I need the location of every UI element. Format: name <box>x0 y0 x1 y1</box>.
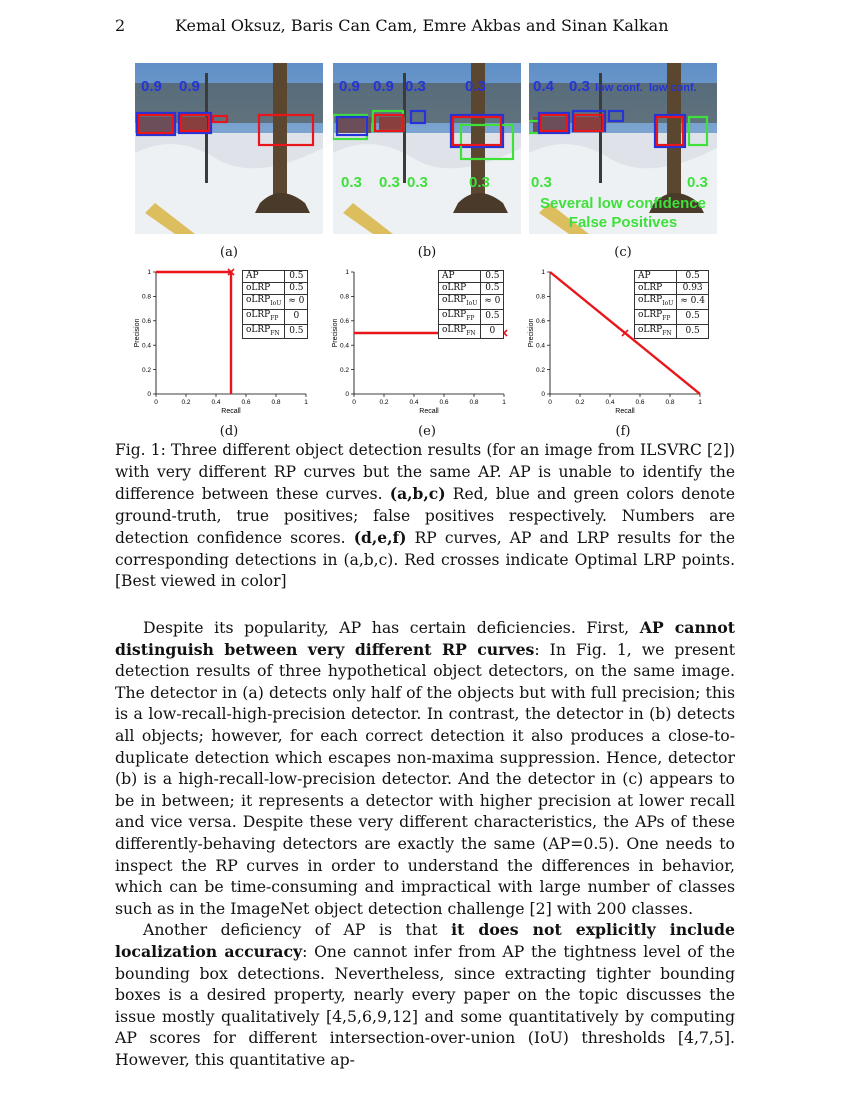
body-text <box>115 617 735 1070</box>
p2-text-c: : One cannot infer from AP the tightness level of the bounding box detections. Nevertheless, since extracting tighter bounding boxes is a desired property, nearly every paper on the topic discusses the issue mostly qualitatively [4,5,6,9,12] and some quantitatively by computing AP scores for different intersection-over-union (IoU) thresholds [4,7,5]. However, this quantitative ap- <box>115 941 735 1069</box>
x-tick-label: 0.4 <box>409 399 419 406</box>
metric-name: oLRP$_{FN}$ <box>635 324 677 339</box>
caption-def: (d,e,f) <box>353 528 407 547</box>
detection-photo-a <box>135 63 323 234</box>
caption-fig-label: Fig. 1: <box>115 441 166 459</box>
x-tick-label: 1 <box>698 399 702 406</box>
detection-photo-b <box>333 63 521 234</box>
x-tick-label: 1 <box>304 399 308 406</box>
confidence-score-top: 0.4 <box>533 78 554 95</box>
metrics-table-d <box>242 270 308 339</box>
y-tick-label: 0 <box>147 391 151 399</box>
metric-row <box>243 283 308 295</box>
subfig-label-b: (b) <box>417 245 437 260</box>
x-tick-label: 0.6 <box>635 399 645 406</box>
x-tick-label: 0.2 <box>379 399 389 406</box>
y-tick-label: 0 <box>345 391 349 399</box>
x-tick-label: 0 <box>154 399 158 406</box>
metric-name: AP <box>635 271 677 283</box>
y-axis-label: Precision <box>528 318 535 348</box>
metric-row <box>635 283 709 295</box>
confidence-score-top: 0.9 <box>179 78 200 95</box>
paragraph-1 <box>115 617 735 919</box>
page-number: 2 <box>115 16 126 35</box>
metric-value: 0.5 <box>677 309 709 324</box>
metric-value: 0.5 <box>285 324 308 339</box>
y-tick-label: 0.4 <box>141 342 151 350</box>
metric-value: 0.5 <box>285 283 308 295</box>
metric-name: oLRP <box>635 283 677 295</box>
x-tick-label: 0 <box>548 399 552 406</box>
confidence-score-top: 0.9 <box>141 78 162 95</box>
confidence-score-top: 0.9 <box>373 78 394 95</box>
metric-value: 0.5 <box>677 271 709 283</box>
photo-canvas <box>135 63 323 234</box>
subfig-label-c: (c) <box>614 245 632 260</box>
metric-name: AP <box>439 271 481 283</box>
x-tick-label: 0.2 <box>575 399 585 406</box>
y-tick-label: 0.2 <box>535 366 545 374</box>
caption-text-2: Red, blue and green colors denote ground-truth, true positives; false positives respectively. Numbers are detection confidence scores. <box>115 485 735 547</box>
y-tick-label: 0.8 <box>339 293 349 301</box>
metric-row <box>243 295 308 310</box>
y-tick-label: 0.6 <box>339 318 349 325</box>
y-tick-label: 0 <box>541 391 545 399</box>
metric-value: 0.5 <box>481 283 504 295</box>
photo-canvas <box>529 63 717 234</box>
figure-caption <box>115 440 735 593</box>
metric-row <box>243 324 308 339</box>
metric-row <box>635 309 709 324</box>
x-tick-label: 0 <box>352 399 356 406</box>
x-tick-label: 0.4 <box>605 399 615 406</box>
metric-name: AP <box>243 271 285 283</box>
p1-text-a: Despite its popularity, AP has certain deficiencies. First, <box>143 618 640 637</box>
metric-value: 0.5 <box>481 309 504 324</box>
x-tick-label: 0.6 <box>439 399 449 406</box>
x-tick-label: 1 <box>502 399 506 406</box>
metric-value: ≈ 0 <box>285 295 308 310</box>
metric-row <box>439 295 504 310</box>
confidence-score-top: 0.3 <box>465 78 486 95</box>
metric-value: ≈ 0.4 <box>677 295 709 310</box>
caption-abc: (a,b,c) <box>389 484 446 503</box>
authors-line: Kemal Oksuz, Baris Can Cam, Emre Akbas and Sinan Kalkan <box>175 16 669 35</box>
x-axis-label: Recall <box>615 408 635 415</box>
y-tick-label: 1 <box>541 269 545 277</box>
p2-emphasis: it does not explicitly include localization accuracy <box>115 920 736 961</box>
metric-name: oLRP <box>439 283 481 295</box>
confidence-score-top: low conf. <box>649 82 697 94</box>
confidence-score-bottom: 0.3 <box>341 174 362 191</box>
metric-row <box>439 283 504 295</box>
p1-emphasis: AP cannot distinguish between very different RP curves <box>115 618 735 659</box>
caption-text-3: RP curves, AP and LRP results for the corresponding detections in (a,b,c). Red crosses indicate Optimal LRP points. [Best viewed in color] <box>115 529 735 590</box>
confidence-score-bottom: 0.3 <box>379 174 400 191</box>
rp-curve-line <box>156 272 231 394</box>
optimal-lrp-cross <box>622 330 628 336</box>
metric-value: 0.5 <box>285 271 308 283</box>
p1-text-c: : In Fig. 1, we present detection results of three hypothetical object detectors, on the same image. The detector in (a) detects only half of the objects but with full precision; this is a low-recall-high-precision detector. In contrast, the detector in (b) detects all objects; however, for each correct detection it also produces a close-to-duplicate detection which escapes non-maxima suppression. Hence, detector (b) is a high-recall-low-precision detector. And the detector in (c) appears to be in between; it represents a detector with higher precision at lower recall and vice versa. Despite these very different characteristics, the APs of these differently-behaving detectors are exactly the same (AP=0.5). One needs to inspect the RP curves in order to understand the differences in behavior, which can be time-consuming and impractical with large number of classes such as in the ImageNet object detection challenge [2] with 200 classes. <box>115 639 736 918</box>
x-tick-label: 0.8 <box>271 399 281 406</box>
x-tick-label: 0.4 <box>211 399 221 406</box>
metrics-table-f <box>634 270 709 339</box>
metric-name: oLRP$_{FP}$ <box>439 309 481 324</box>
x-tick-label: 0.8 <box>665 399 675 406</box>
metrics-table-e <box>438 270 504 339</box>
subfig-label-a: (a) <box>220 245 238 260</box>
false-positive-note: False Positives <box>568 214 678 231</box>
metric-row <box>439 271 504 283</box>
y-tick-label: 0.2 <box>141 366 151 374</box>
metric-value: ≈ 0 <box>481 295 504 310</box>
y-tick-label: 0.4 <box>339 342 349 350</box>
metric-value: 0.93 <box>677 283 709 295</box>
y-tick-label: 0.8 <box>535 293 545 301</box>
metric-name: oLRP$_{FN}$ <box>439 324 481 339</box>
x-tick-label: 0.8 <box>469 399 479 406</box>
y-tick-label: 1 <box>147 269 151 277</box>
y-tick-label: 1 <box>345 269 349 277</box>
photo-canvas <box>333 63 521 234</box>
confidence-score-bottom: 0.3 <box>469 174 490 191</box>
confidence-score-bottom: 0.3 <box>531 174 552 191</box>
y-tick-label: 0.6 <box>141 318 151 325</box>
confidence-score-top: low conf. <box>595 82 643 94</box>
subfig-label-e: (e) <box>418 424 436 439</box>
metric-row <box>243 271 308 283</box>
metric-row <box>635 271 709 283</box>
metric-value: 0.5 <box>481 271 504 283</box>
caption-text-1: Three different object detection results (for an image from ILSVRC [2]) with very different RP curves but the same AP. AP is unable to identify the difference between these curves. <box>115 441 735 503</box>
confidence-score-top: 0.3 <box>405 78 426 95</box>
metric-row <box>439 309 504 324</box>
confidence-score-bottom: 0.3 <box>687 174 708 191</box>
metric-row <box>439 324 504 339</box>
metric-row <box>635 324 709 339</box>
y-axis-label: Precision <box>332 318 339 348</box>
y-tick-label: 0.8 <box>141 293 151 301</box>
confidence-score-top: 0.9 <box>339 78 360 95</box>
metric-name: oLRP$_{IoU}$ <box>635 295 677 310</box>
false-positive-note: Several low confidence <box>540 195 706 212</box>
metric-name: oLRP$_{IoU}$ <box>243 295 285 310</box>
subfig-label-f: (f) <box>615 424 631 439</box>
paragraph-2 <box>115 919 735 1070</box>
metric-name: oLRP$_{IoU}$ <box>439 295 481 310</box>
x-axis-label: Recall <box>419 408 439 415</box>
metric-value: 0 <box>285 309 308 324</box>
detection-photo-c <box>529 63 717 234</box>
metric-row <box>243 309 308 324</box>
p2-text-a: Another deficiency of AP is that <box>143 920 452 940</box>
confidence-score-top: 0.3 <box>569 78 590 95</box>
x-tick-label: 0.6 <box>241 399 251 406</box>
metric-name: oLRP$_{FP}$ <box>635 309 677 324</box>
subfig-label-d: (d) <box>219 424 239 439</box>
y-tick-label: 0.4 <box>535 342 545 350</box>
x-tick-label: 0.2 <box>181 399 191 406</box>
metric-name: oLRP$_{FN}$ <box>243 324 285 339</box>
metric-value: 0 <box>481 324 504 339</box>
y-tick-label: 0.2 <box>339 366 349 374</box>
metric-name: oLRP$_{FP}$ <box>243 309 285 324</box>
metric-name: oLRP <box>243 283 285 295</box>
y-axis-label: Precision <box>134 318 141 348</box>
confidence-score-bottom: 0.3 <box>407 174 428 191</box>
y-tick-label: 0.6 <box>535 318 545 325</box>
metric-row <box>635 295 709 310</box>
x-axis-label: Recall <box>221 408 241 415</box>
metric-value: 0.5 <box>677 324 709 339</box>
